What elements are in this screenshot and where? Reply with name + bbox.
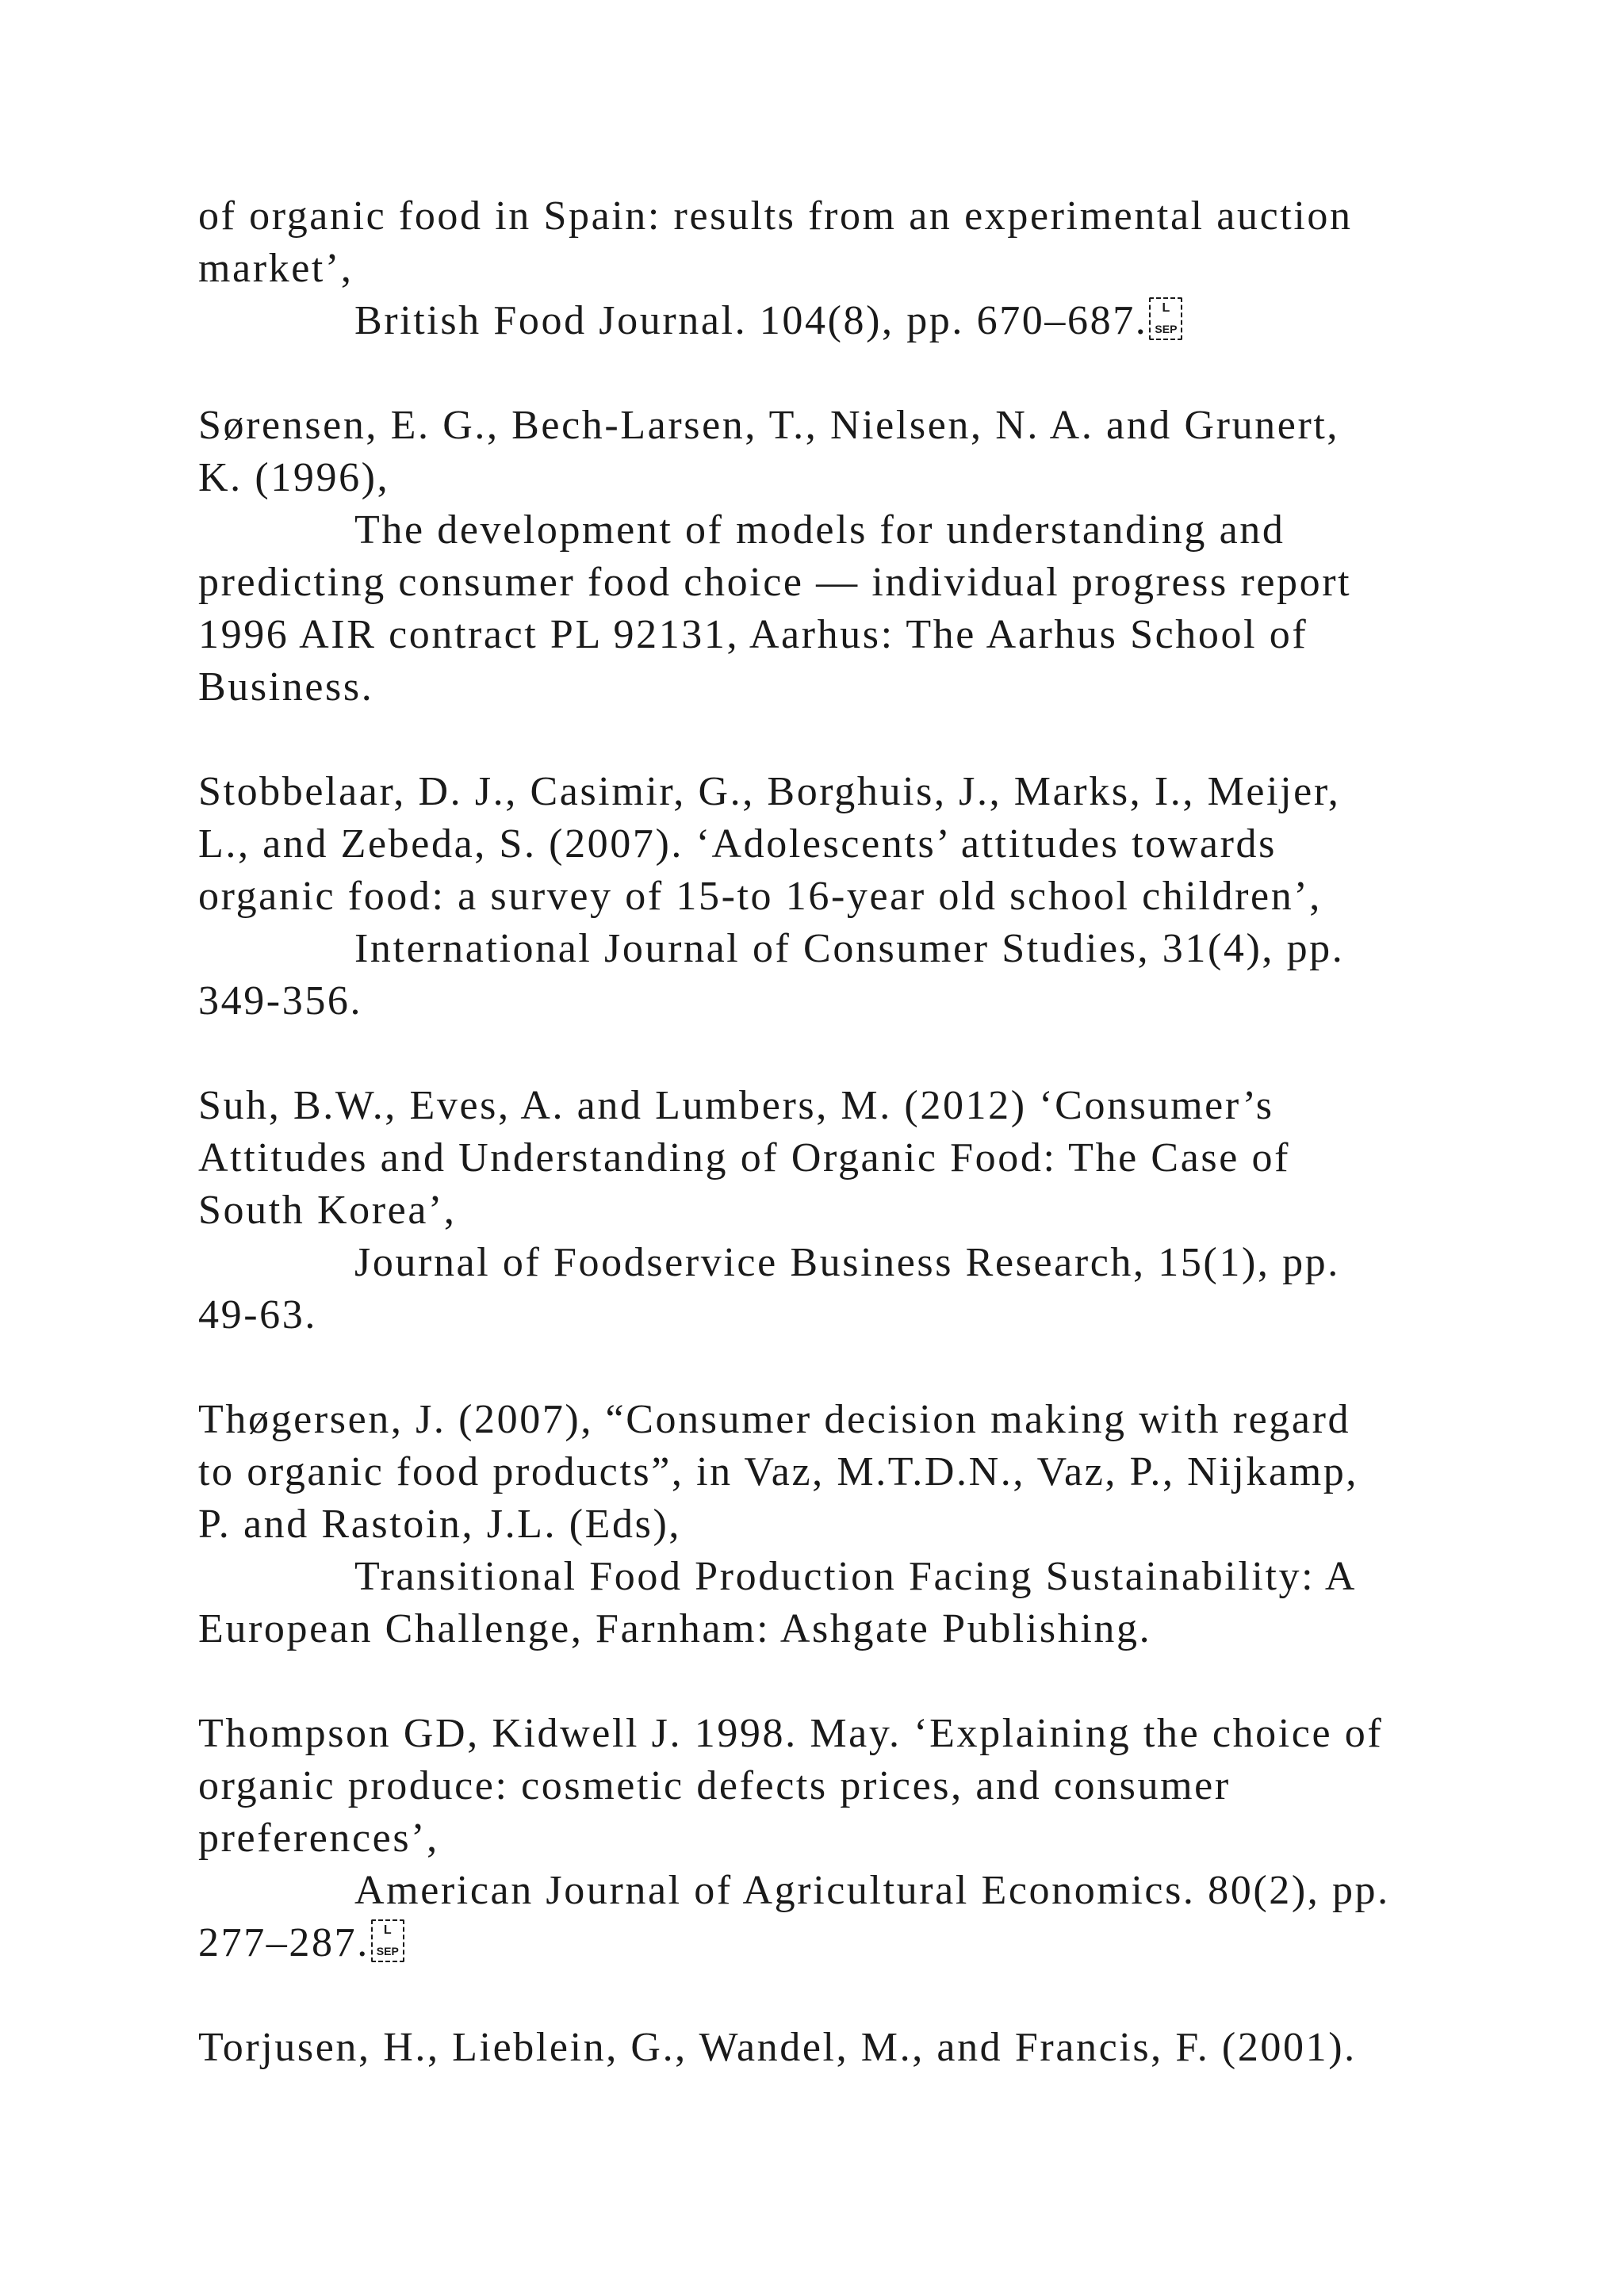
reference-line: P. and Rastoin, J.L. (Eds), [198, 1502, 681, 1547]
reference-list [198, 190, 1507, 2074]
reference-line: organic food: a survey of 15-to 16-year old school children’, [198, 874, 1322, 919]
reference-line [198, 295, 1507, 347]
spacer [198, 1027, 1507, 1080]
reference-line: Business. [198, 664, 374, 710]
reference-line: European Challenge, Farnham: Ashgate Publishing. [198, 1606, 1152, 1651]
reference-entry [198, 1708, 1507, 1969]
spacer [198, 1655, 1507, 1708]
reference-line: South Korea’, [198, 1188, 457, 1233]
reference-line: Journal of Foodservice Business Research, 15(1), pp. [354, 1240, 1340, 1285]
reference-entry [198, 1394, 1507, 1655]
separator-glyph-top: L [383, 1923, 392, 1937]
reference-line: Stobbelaar, D. J., Casimir, G., Borghuis, J., Marks, I., Meijer, [198, 769, 1341, 814]
reference-line: 349-356. [198, 978, 363, 1024]
reference-line: Transitional Food Production Facing Sustainability: A [354, 1554, 1358, 1599]
reference-entry [198, 1080, 1507, 1341]
reference-line [198, 1917, 1507, 1969]
reference-line: International Journal of Consumer Studies, 31(4), pp. [354, 926, 1345, 971]
reference-entry [198, 400, 1507, 714]
line-separator-icon [1149, 297, 1182, 340]
reference-line: 1996 AIR contract PL 92131, Aarhus: The Aarhus School of [198, 612, 1308, 657]
reference-line: The development of models for understanding and [354, 507, 1285, 553]
reference-line: preferences’, [198, 1816, 439, 1861]
reference-line: 49-63. [198, 1292, 317, 1337]
reference-line: Suh, B.W., Eves, A. and Lumbers, M. (2012) ‘Consumer’s [198, 1083, 1274, 1128]
reference-line: of organic food in Spain: results from an experimental auction [198, 193, 1353, 239]
reference-line: to organic food products”, in Vaz, M.T.D.N., Vaz, P., Nijkamp, [198, 1449, 1358, 1494]
separator-glyph-top: L [1162, 301, 1170, 315]
reference-line: K. (1996), [198, 455, 390, 500]
reference-line: Torjusen, H., Lieblein, G., Wandel, M., and Francis, F. (2001). [198, 2025, 1357, 2070]
reference-line: Thompson GD, Kidwell J. 1998. May. ‘Explaining the choice of [198, 1711, 1384, 1756]
spacer [198, 714, 1507, 766]
reference-journal-text: British Food Journal. 104(8), pp. 670–687. [354, 298, 1148, 343]
reference-pages-text: 277–287. [198, 1920, 370, 1965]
reference-line: market’, [198, 246, 354, 291]
reference-line: organic produce: cosmetic defects prices, and consumer [198, 1763, 1231, 1808]
reference-line: Attitudes and Understanding of Organic Food: The Case of [198, 1135, 1291, 1181]
separator-glyph-bottom: SEP [1155, 323, 1178, 335]
reference-line: predicting consumer food choice — individual progress report [198, 560, 1352, 605]
spacer [198, 1969, 1507, 2022]
reference-line: Sørensen, E. G., Bech-Larsen, T., Nielsen, N. A. and Grunert, [198, 403, 1340, 448]
spacer [198, 347, 1507, 400]
reference-line: L., and Zebeda, S. (2007). ‘Adolescents’ attitudes towards [198, 821, 1277, 867]
reference-line: American Journal of Agricultural Economics. 80(2), pp. [354, 1868, 1390, 1913]
reference-entry [198, 2022, 1507, 2074]
separator-glyph-bottom: SEP [376, 1945, 399, 1957]
reference-entry [198, 190, 1507, 347]
spacer [198, 1341, 1507, 1394]
reference-entry [198, 766, 1507, 1027]
line-separator-icon [371, 1919, 404, 1962]
reference-line: Thøgersen, J. (2007), “Consumer decision making with regard [198, 1397, 1351, 1442]
